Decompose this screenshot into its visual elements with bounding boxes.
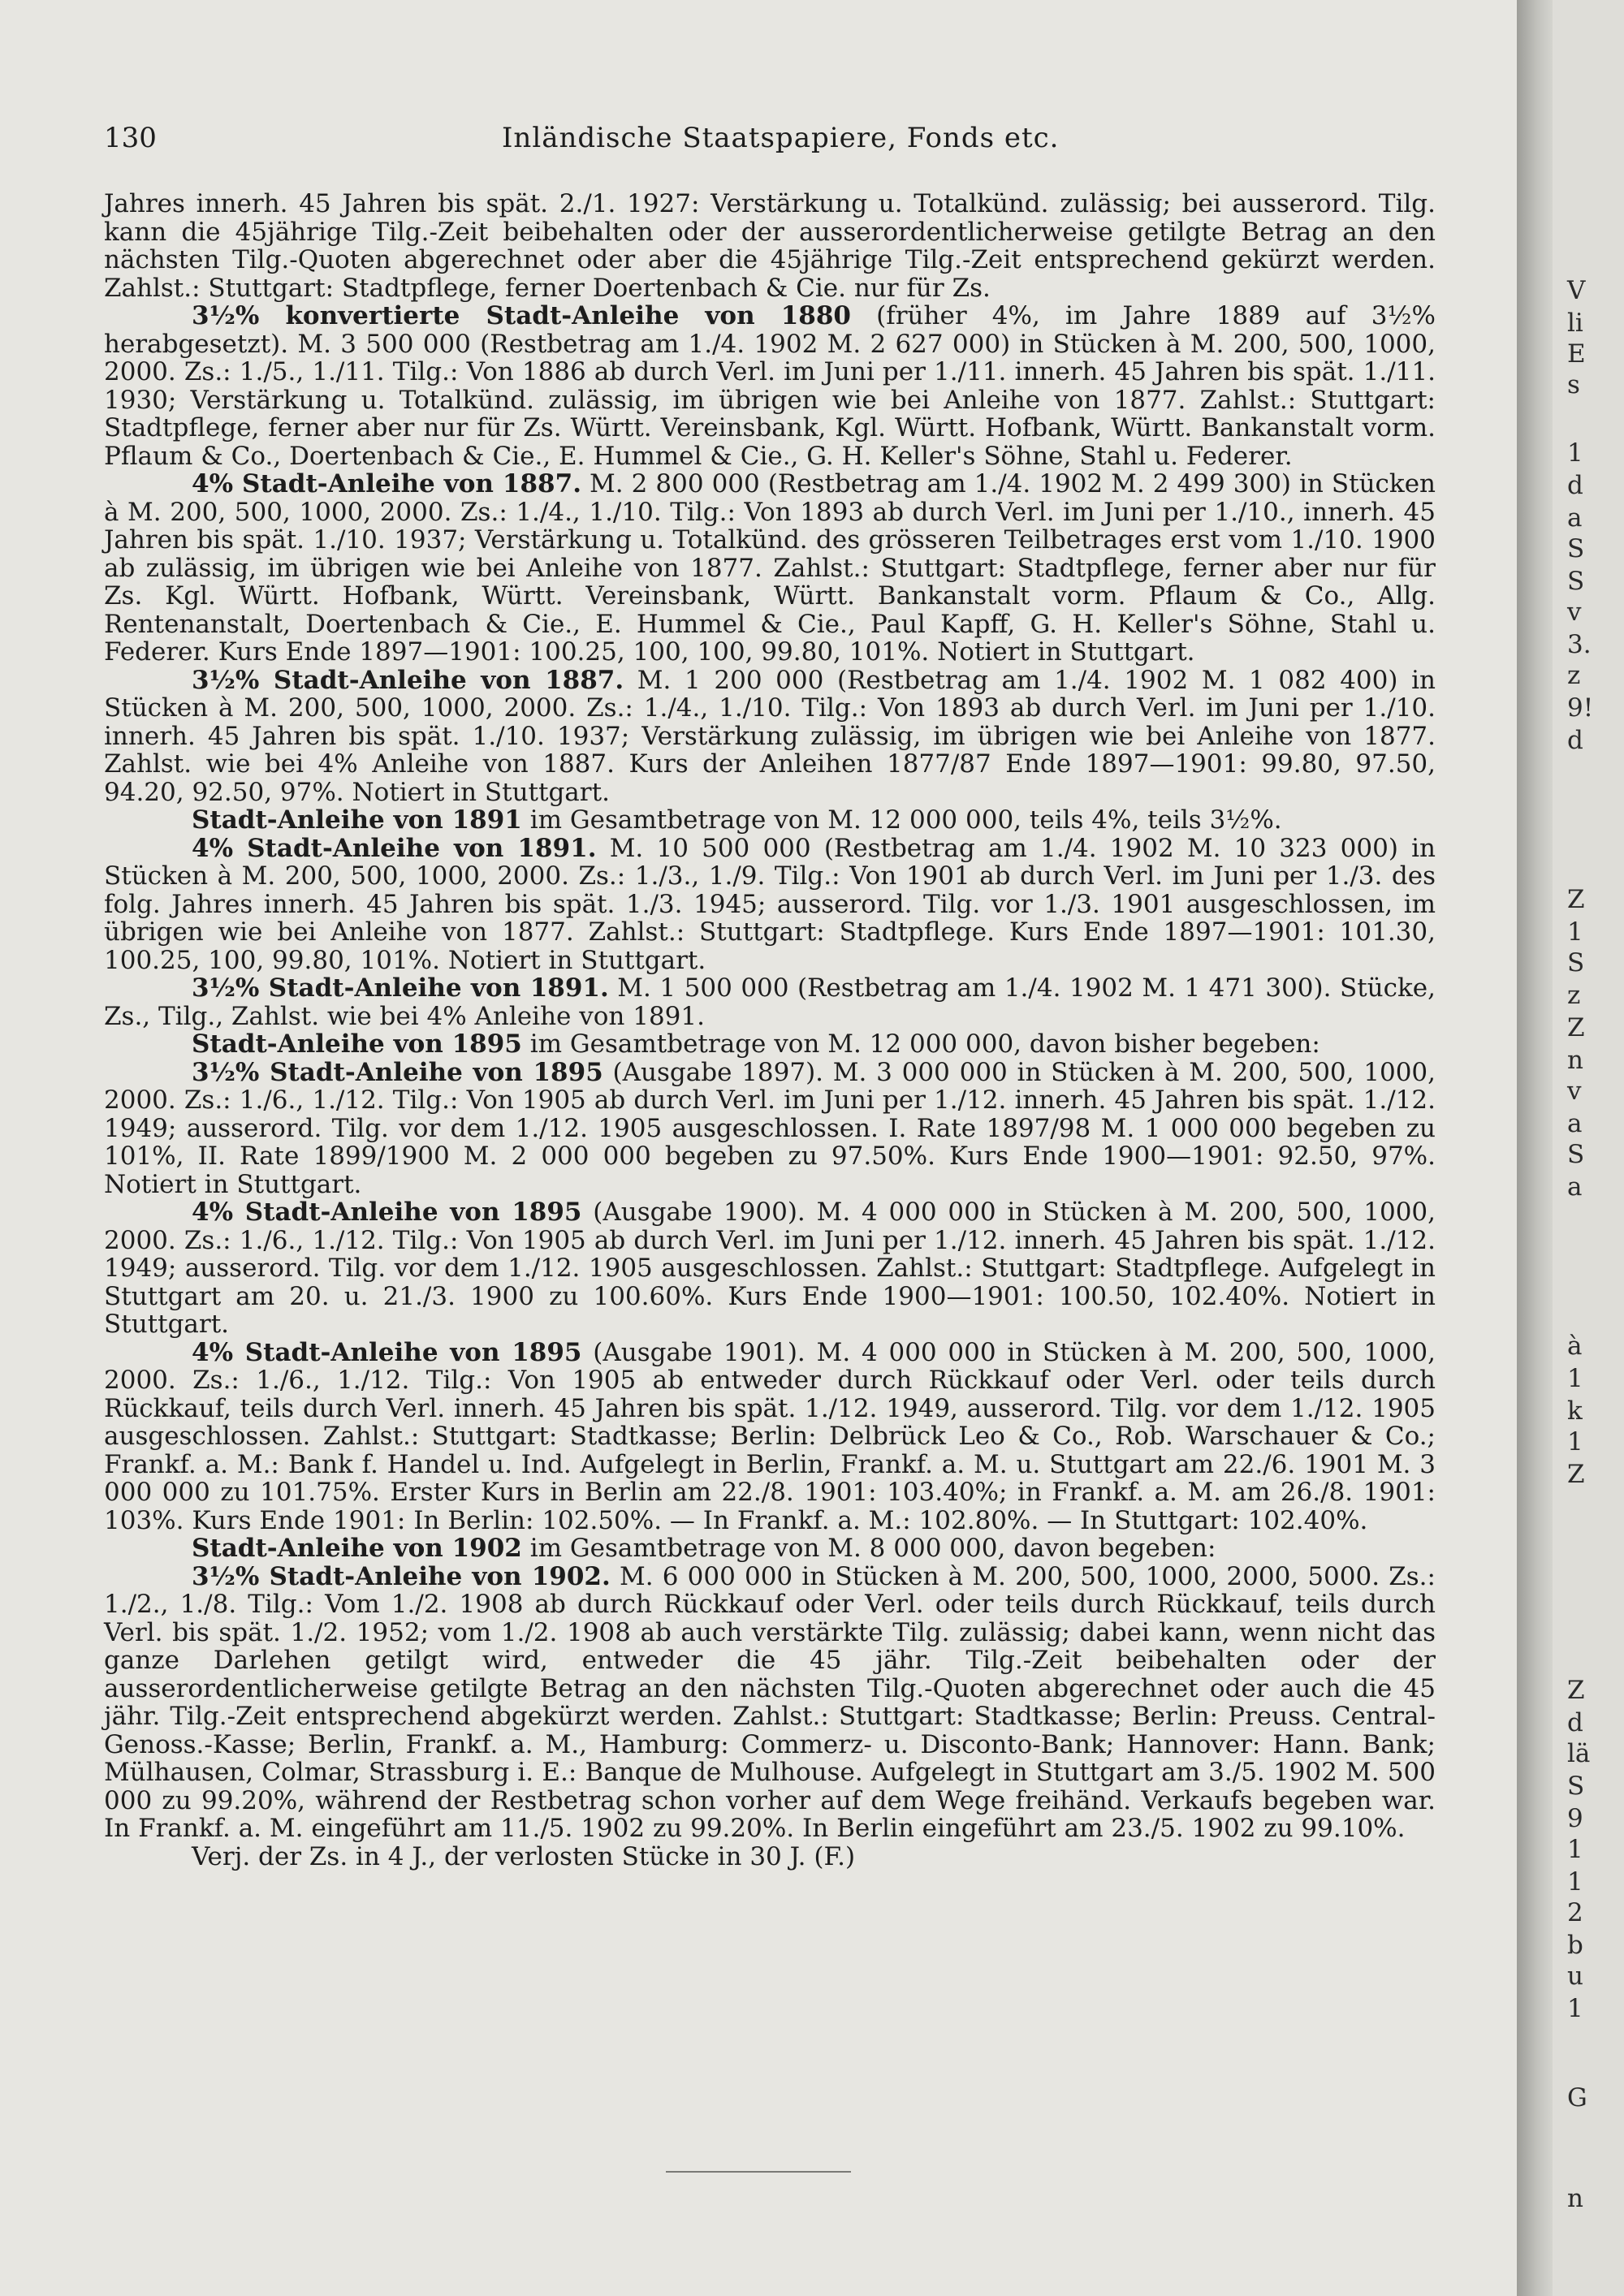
facing-page-fragment: lä xyxy=(1567,1739,1591,1768)
facing-page-fragment: 1 xyxy=(1567,1867,1583,1897)
entry-text: M. 6 000 000 in Stücken à M. 200, 500, 1000, 2000, 5000. Zs.: 1./2., 1./8. Tilg.: Vom 1./2. 1908 ab durch Rückkauf oder Verl. oder teils durch Rückkauf, teils durch Verl. bis spät. 1./2. 1952; vom 1./2. 1908 ab auch verstärkte Tilg. zulässig; dabei kann, wenn nicht das ganze Darlehen getilgt wird, entweder die 45 jähr. Tilg.-Zeit beibehalten oder der ausserordentlicherweise getilgte Betrag an den nächsten Tilg.-Quoten abgerechnet oder auch die 45 jähr. Tilg.-Zeit entsprechend abgekürzt werden. Zahlst.: Stuttgart: Stadtkasse; Berlin: Preuss. Central-Genoss.-Kasse; Berlin, Frankf. a. M., Hamburg: Commerz- u. Disconto-Bank; Hannover: Hann. Bank; Mülhausen, Colmar, Strassburg i. E.: Banque de Mulhouse. Aufgelegt in Stuttgart am 3./5. 1902 M. 500 000 zu 99.20%, während der Restbetrag schon vorher auf dem Wege freihänd. Verkaufs begeben war. In Frankf. a. M. eingeführt am 11./5. 1902 zu 99.20%. In Berlin eingeführt am 23./5. 1902 zu 99.10%. xyxy=(104,1561,1436,1843)
facing-page-fragment: 3. xyxy=(1567,630,1592,659)
facing-page-fragment: S xyxy=(1567,1772,1585,1801)
paragraph xyxy=(104,667,1436,807)
entry-heading: 3½% Stadt-Anleihe von 1902. xyxy=(192,1561,611,1591)
entry-heading: 3½% Stadt-Anleihe von 1891. xyxy=(192,973,609,1003)
entry-text: im Gesamtbetrage von M. 12 000 000, teils 4%, teils 3½%. xyxy=(521,805,1282,835)
facing-page-fragment: G xyxy=(1567,2083,1587,2113)
facing-page-fragment: s xyxy=(1567,370,1580,399)
facing-page-fragment: v xyxy=(1567,1077,1582,1106)
entry-text: Jahres innerh. 45 Jahren bis spät. 2./1. 1927: Verstärkung u. Totalkünd. zulässig; bei ausserord. Tilg. kann die 45jährige Tilg.-Zeit beibehalten oder der ausserordentlicherweise getilgte Betrag an den nächsten Tilg.-Quoten abgerechnet oder aber die 45jährige Tilg.-Zeit entsprechend gekürzt werden. Zahlst.: Stuttgart: Stadtpflege, ferner Doertenbach & Cie. nur für Zs. xyxy=(104,189,1436,303)
facing-page-fragment: z xyxy=(1567,981,1581,1010)
facing-page-fragment: b xyxy=(1567,1931,1583,1960)
facing-page-fragment: li xyxy=(1567,309,1583,338)
running-title: Inländische Staatspapiere, Fonds etc. xyxy=(502,122,1060,154)
entry-heading: 4% Stadt-Anleihe von 1891. xyxy=(192,833,597,863)
facing-page-fragment: 9 xyxy=(1567,1804,1583,1833)
facing-page-edge xyxy=(1553,0,1624,2296)
facing-page-fragment: z xyxy=(1567,661,1581,690)
entry-text: M. 10 500 000 (Restbetrag am 1./4. 1902 M. 10 323 000) in Stücken à M. 200, 500, 1000, 2000. Zs.: 1./3., 1./9. Tilg.: Von 1901 ab durch Verl. im Juni per 1./3. des folg. Jahres innerh. 45 Jahren bis spät. 1./3. 1945; ausserord. Tilg. vor 1./3. 1901 ausgeschlossen, im übrigen wie bei Anleihe von 1877. Zahlst.: Stuttgart: Stadtpflege. Kurs Ende 1897—1901: 101.30, 100.25, 100, 99.80, 101%. Notiert in Stuttgart. xyxy=(104,833,1436,975)
paragraph xyxy=(104,1059,1436,1199)
entry-text: (Ausgabe 1897). M. 3 000 000 in Stücken à M. 200, 500, 1000, 2000. Zs.: 1./6., 1./12. Tilg.: Von 1905 ab durch Verl. im Juni per 1./12. innerh. 45 Jahren bis spät. 1./12. 1949; ausserord. Tilg. vor dem 1./12. 1905 ausgeschlossen. I. Rate 1897/98 M. 1 000 000 begeben zu 101%, II. Rate 1899/1900 M. 2 000 000 begeben zu 97.50%. Kurs Ende 1900—1901: 92.50, 97%. Notiert in Stuttgart. xyxy=(104,1057,1436,1199)
facing-page-fragment: S xyxy=(1567,534,1585,563)
facing-page-fragment: 1 xyxy=(1567,1835,1583,1864)
paragraph xyxy=(104,1030,1436,1059)
facing-page-fragment: a xyxy=(1567,1109,1583,1138)
facing-page-fragment: S xyxy=(1567,948,1585,978)
facing-page-fragment: n xyxy=(1567,1046,1583,1075)
facing-page-fragment: k xyxy=(1567,1396,1583,1426)
entry-text: (früher 4%, im Jahre 1889 auf 3½% herabgesetzt). M. 3 500 000 (Restbetrag am 1./4. 1902 M. 2 627 000) in Stücken à M. 200, 500, 1000, 2000. Zs.: 1./5., 1./11. Tilg.: Von 1886 ab durch Verl. im Juni per 1./11. innerh. 45 Jahren bis spät. 1./11. 1930; Verstärkung u. Totalkünd. zulässig, im übrigen wie bei Anleihe von 1877. Zahlst.: Stuttgart: Stadtpflege, ferner aber nur für Zs. Württ. Vereinsbank, Kgl. Württ. Hofbank, Württ. Bankanstalt vorm. Pflaum & Co., Doertenbach & Cie., E. Hummel & Cie., G. H. Keller's Söhne, Stahl u. Federer. xyxy=(104,301,1436,471)
facing-page-fragment: 1 xyxy=(1567,1427,1583,1457)
entry-heading: 3½% Stadt-Anleihe von 1887. xyxy=(192,665,624,695)
entry-heading: Stadt-Anleihe von 1891 xyxy=(192,805,522,835)
facing-page-fragment: Z xyxy=(1567,1460,1585,1489)
facing-page-fragment: 2 xyxy=(1567,1898,1583,1927)
facing-page-fragment: 1 xyxy=(1567,438,1583,468)
facing-page-fragment: Z xyxy=(1567,1013,1585,1042)
paragraph xyxy=(104,190,1436,302)
paragraph xyxy=(104,1563,1436,1843)
paragraph xyxy=(104,974,1436,1030)
paragraph xyxy=(104,302,1436,470)
facing-page-fragment: 9! xyxy=(1567,693,1594,723)
facing-page-fragment: à xyxy=(1567,1331,1583,1361)
entry-text: Verj. der Zs. in 4 J., der verlosten Stücke in 30 J. (F.) xyxy=(192,1841,856,1871)
facing-page-fragment: 1 xyxy=(1567,917,1583,947)
facing-page-fragment: v xyxy=(1567,598,1582,627)
end-rule xyxy=(666,2171,851,2173)
entry-heading: 3½% Stadt-Anleihe von 1895 xyxy=(192,1057,603,1087)
facing-page-fragment: d xyxy=(1567,1708,1583,1737)
entry-text: (Ausgabe 1901). M. 4 000 000 in Stücken à M. 200, 500, 1000, 2000. Zs.: 1./6., 1./12. Tilg.: Von 1905 ab entweder durch Rückkauf oder Verl. oder teils durch Rückkauf, teils durch Verl. innerh. 45 Jahren bis spät. 1./12. 1949, ausserord. Tilg. vor dem 1./12. 1905 ausgeschlossen. Zahlst.: Stuttgart: Stadtkasse; Berlin: Delbrück Leo & Co., Rob. Warschauer & Co.; Frankf. a. M.: Bank f. Handel u. Ind. Aufgelegt in Berlin, Frankf. a. M. u. Stuttgart am 22./6. 1901 M. 3 000 000 zu 101.75%. Erster Kurs in Berlin am 22./8. 1901: 103.40%; in Frankf. a. M. am 26./8. 1901: 103%. Kurs Ende 1901: In Berlin: 102.50%. — In Frankf. a. M.: 102.80%. — In Stuttgart: 102.40%. xyxy=(104,1337,1436,1535)
entry-text: M. 2 800 000 (Restbetrag am 1./4. 1902 M. 2 499 300) in Stücken à M. 200, 500, 1000, 2000. Zs.: 1./4., 1./10. Tilg.: Von 1893 ab durch Verl. im Juni per 1./10., innerh. 45 Jahren bis spät. 1./10. 1937; Verstärkung u. Totalkünd. des grösseren Teilbetrages erst vom 1./10. 1900 ab zulässig, im übrigen wie bei Anleihe von 1877. Zahlst.: Stuttgart: Stadtpflege, ferner aber nur für Zs. Kgl. Württ. Hofbank, Württ. Vereinsbank, Württ. Bankanstalt vorm. Pflaum & Co., Allg. Rentenanstalt, Doertenbach & Cie., E. Hummel & Cie., Paul Kapff, G. H. Keller's Söhne, Stahl u. Federer. Kurs Ende 1897—1901: 100.25, 100, 100, 99.80, 101%. Notiert in Stuttgart. xyxy=(104,469,1436,667)
facing-page-fragment: 1 xyxy=(1567,1364,1583,1393)
paragraph xyxy=(104,806,1436,835)
facing-page-fragment: a xyxy=(1567,503,1583,533)
paragraph xyxy=(104,1339,1436,1535)
entry-heading: 4% Stadt-Anleihe von 1895 xyxy=(192,1337,582,1367)
entry-heading: 3½% konvertierte Stadt-Anleihe von 1880 xyxy=(192,301,851,330)
entry-text: im Gesamtbetrage von M. 8 000 000, davon begeben: xyxy=(521,1534,1216,1563)
page-header xyxy=(104,122,1436,170)
entry-heading: 4% Stadt-Anleihe von 1895 xyxy=(192,1198,582,1227)
page-number: 130 xyxy=(104,122,157,154)
facing-page-fragment: E xyxy=(1567,339,1586,369)
entry-heading: Stadt-Anleihe von 1895 xyxy=(192,1029,522,1059)
facing-page-fragment: S xyxy=(1567,567,1585,596)
facing-page-fragment: d xyxy=(1567,726,1583,755)
facing-page-fragment: V xyxy=(1567,276,1586,305)
book-gutter xyxy=(1517,0,1553,2296)
entry-text: M. 1 200 000 (Restbetrag am 1./4. 1902 M. 1 082 400) in Stücken à M. 200, 500, 1000, 2000. Zs.: 1./4., 1./10. Tilg.: Von 1893 ab durch Verl. im Juni per 1./10. innerh. 45 Jahren bis spät. 1./10. 1937; Verstärkung zulässig, im übrigen wie bei Anleihe von 1877. Zahlst. wie bei 4% Anleihe von 1887. Kurs der Anleihen 1877/87 Ende 1897—1901: 99.80, 97.50, 94.20, 92.50, 97%. Notiert in Stuttgart. xyxy=(104,665,1436,807)
facing-page-fragment: u xyxy=(1567,1962,1583,1991)
facing-page-fragment: Z xyxy=(1567,885,1585,914)
paragraph xyxy=(104,1198,1436,1339)
paragraph xyxy=(104,835,1436,975)
entry-heading: 4% Stadt-Anleihe von 1887. xyxy=(192,469,581,498)
entry-heading: Stadt-Anleihe von 1902 xyxy=(192,1534,522,1563)
facing-page-fragment: a xyxy=(1567,1172,1583,1202)
entry-text: M. 1 500 000 (Restbetrag am 1./4. 1902 M. 1 471 300). Stücke, Zs., Tilg., Zahlst. wie bei 4% Anleihe von 1891. xyxy=(104,973,1436,1031)
facing-page-fragment: S xyxy=(1567,1140,1585,1169)
entry-text: im Gesamtbetrage von M. 12 000 000, davon bisher begeben: xyxy=(521,1029,1320,1059)
paragraph xyxy=(104,1843,1436,1871)
paragraph xyxy=(104,470,1436,667)
facing-page-fragment: Z xyxy=(1567,1676,1585,1705)
body-text xyxy=(104,190,1436,1871)
paragraph xyxy=(104,1534,1436,1563)
facing-page-fragment: n xyxy=(1567,2184,1583,2213)
facing-page-fragment: 1 xyxy=(1567,1994,1583,2023)
entry-text: (Ausgabe 1900). M. 4 000 000 in Stücken à M. 200, 500, 1000, 2000. Zs.: 1./6., 1./12. Tilg.: Von 1905 ab durch Verl. im Juni per 1./12. innerh. 45 Jahren bis spät. 1./12. 1949; ausserord. Tilg. vor dem 1./12. 1905 ausgeschlossen. Zahlst.: Stuttgart: Stadtpflege. Aufgelegt in Stuttgart am 20. u. 21./3. 1900 zu 100.60%. Kurs Ende 1900—1901: 100.50, 102.40%. Notiert in Stuttgart. xyxy=(104,1198,1436,1339)
facing-page-fragment: d xyxy=(1567,471,1583,500)
